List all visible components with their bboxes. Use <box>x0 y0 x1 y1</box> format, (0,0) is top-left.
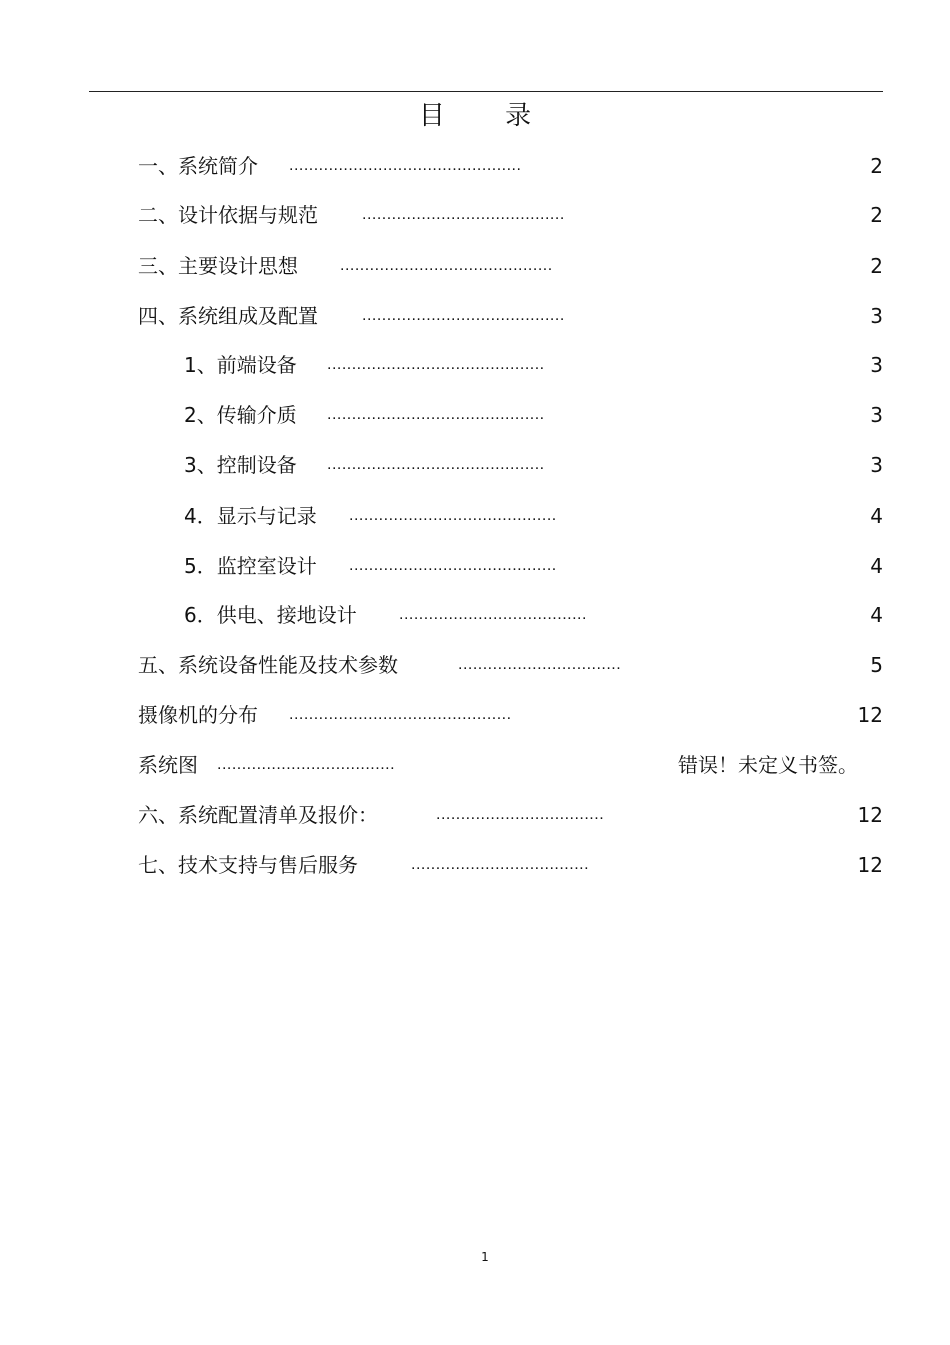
toc-entry-leader: ............................................ <box>327 356 545 373</box>
toc-entry-leader: ............................................ <box>327 456 545 473</box>
toc-entry-label: 6．供电、接地设计 <box>184 603 357 627</box>
toc-entry-label: 一、系统简介 <box>138 154 258 178</box>
toc-entry-leader: ........................................... <box>340 257 553 274</box>
toc-entry-leader: .......................................... <box>349 507 557 524</box>
page-number: 1 <box>481 1250 489 1264</box>
toc-entry-page: 4 <box>870 554 883 578</box>
toc-entry-label: 系统图 <box>138 753 198 777</box>
toc-entry-leader: ................................. <box>458 656 622 673</box>
toc-entry-page: 12 <box>857 853 883 877</box>
toc-entry-page: 2 <box>870 154 883 178</box>
toc-entry-page: 4 <box>870 504 883 528</box>
toc-entry-label: 1、前端设备 <box>184 353 297 377</box>
toc-entry-label: 5．监控室设计 <box>184 554 317 578</box>
toc-entry[interactable] <box>184 450 883 480</box>
toc-entry-label: 四、系统组成及配置 <box>138 304 318 328</box>
toc-entry[interactable] <box>138 700 883 730</box>
toc-entry[interactable] <box>138 850 883 880</box>
toc-entry-page: 3 <box>870 453 883 477</box>
toc-entry-label: 4．显示与记录 <box>184 504 317 528</box>
toc-entry[interactable] <box>184 400 883 430</box>
toc-entry[interactable] <box>184 600 883 630</box>
toc-entry-leader: .................................. <box>436 806 605 823</box>
toc-entry-leader: .......................................... <box>349 557 557 574</box>
toc-entry-page: 2 <box>870 254 883 278</box>
toc-entry[interactable] <box>138 200 883 230</box>
toc-entry-label: 摄像机的分布 <box>138 703 258 727</box>
toc-entry-label: 五、系统设备性能及技术参数 <box>138 653 398 677</box>
toc-entry-leader: ...................................... <box>399 606 587 623</box>
toc-entry-leader: ......................................... <box>362 307 565 324</box>
toc-entry-leader: ............................................ <box>327 406 545 423</box>
toc-entry-leader: ......................................... <box>362 206 565 223</box>
toc-entry-page: 3 <box>870 403 883 427</box>
toc-entry-page: 3 <box>870 353 883 377</box>
toc-entry-page: 12 <box>857 703 883 727</box>
toc-entry-leader: ............................................... <box>289 157 522 174</box>
toc-entry-leader: .................................... <box>217 756 396 773</box>
toc-entry-page: 5 <box>870 653 883 677</box>
toc-entry-label: 3、控制设备 <box>184 453 297 477</box>
toc-entry-label: 三、主要设计思想 <box>138 254 298 278</box>
toc-entry[interactable] <box>138 800 883 830</box>
toc-entry[interactable] <box>138 151 883 181</box>
toc-entry-page: 2 <box>870 203 883 227</box>
toc-entry-label: 2、传输介质 <box>184 403 297 427</box>
toc-entry-page: 4 <box>870 603 883 627</box>
header-rule <box>89 91 883 92</box>
toc-entry[interactable] <box>184 551 883 581</box>
toc-entry[interactable] <box>184 501 883 531</box>
toc-entry-label: 七、技术支持与售后服务 <box>138 853 358 877</box>
toc-entry[interactable] <box>138 650 883 680</box>
toc-entry-leader: .................................... <box>411 856 590 873</box>
toc-entry-label: 六、系统配置清单及报价： <box>138 803 378 827</box>
toc-entry-page: 错误！未定义书签。 <box>678 753 858 777</box>
toc-entry[interactable] <box>138 301 883 331</box>
toc-entry-page: 3 <box>870 304 883 328</box>
toc-entry-page: 12 <box>857 803 883 827</box>
toc-entry[interactable] <box>138 750 883 780</box>
toc-entry-leader: ............................................. <box>289 706 512 723</box>
toc-entry[interactable] <box>138 251 883 281</box>
toc-title: 目 录 <box>418 101 558 131</box>
toc-entry-label: 二、设计依据与规范 <box>138 203 318 227</box>
toc-entry[interactable] <box>184 350 883 380</box>
